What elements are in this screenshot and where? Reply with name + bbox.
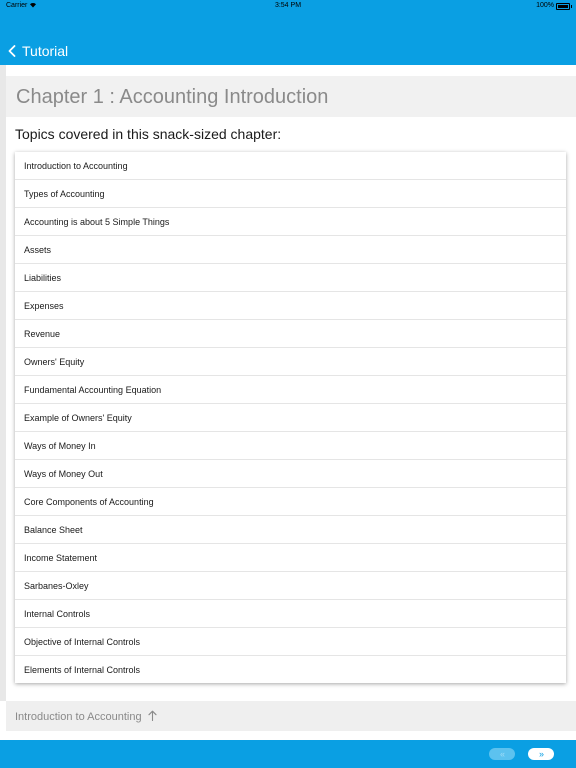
- topic-item-core-components[interactable]: Core Components of Accounting: [15, 488, 566, 516]
- next-topic-link[interactable]: [15, 710, 157, 724]
- topic-item-internal-controls[interactable]: Internal Controls: [15, 600, 566, 628]
- topic-item-types-of-accounting[interactable]: Types of Accounting: [15, 180, 566, 208]
- next-topic-label: Introduction to Accounting: [15, 711, 142, 723]
- topic-item-income-statement[interactable]: Income Statement: [15, 544, 566, 572]
- topic-item-introduction-to-accounting[interactable]: Introduction to Accounting: [15, 152, 566, 180]
- page-title: Chapter 1 : Accounting Introduction: [16, 86, 329, 108]
- topic-item-objective-of-internal-controls[interactable]: Objective of Internal Controls: [15, 628, 566, 656]
- topic-item-expenses[interactable]: Expenses: [15, 292, 566, 320]
- status-bar: [0, 0, 576, 13]
- topic-item-5-simple-things[interactable]: Accounting is about 5 Simple Things: [15, 208, 566, 236]
- back-button[interactable]: [8, 41, 68, 61]
- status-time: 3:54 PM: [274, 2, 302, 9]
- back-button-label: Tutorial: [22, 43, 69, 59]
- topic-item-elements-of-internal-controls[interactable]: Elements of Internal Controls: [24, 664, 141, 675]
- navigation-bar: [0, 13, 576, 65]
- topic-item-revenue[interactable]: Revenue: [15, 320, 566, 348]
- previous-page-button[interactable]: ‹‹: [489, 748, 515, 760]
- topics-intro-text: Topics covered in this snack-sized chapter:: [15, 126, 282, 142]
- battery-icon: [556, 3, 570, 10]
- topic-item-fundamental-accounting-equation[interactable]: Fundamental Accounting Equation: [15, 376, 566, 404]
- topic-item-assets[interactable]: Assets: [15, 236, 566, 264]
- topic-item-balance-sheet[interactable]: Balance Sheet: [15, 516, 566, 544]
- chevron-left-icon: [8, 45, 16, 57]
- topic-item-sarbanes-oxley[interactable]: Sarbanes-Oxley: [15, 572, 566, 600]
- left-margin-rule: [0, 65, 6, 701]
- bottom-toolbar: [0, 740, 576, 768]
- topic-item-owners-equity[interactable]: Owners' Equity: [15, 348, 566, 376]
- battery-percentage: 100%: [536, 2, 554, 9]
- arrow-up-icon: [142, 710, 157, 724]
- carrier-label: Carrier: [6, 2, 28, 9]
- topic-item-liabilities[interactable]: Liabilities: [15, 264, 566, 292]
- title-band: [6, 76, 576, 117]
- next-page-button[interactable]: ››: [528, 748, 554, 760]
- topic-item-ways-of-money-out[interactable]: Ways of Money Out: [15, 460, 566, 488]
- topic-item-ways-of-money-in[interactable]: Ways of Money In: [15, 432, 566, 460]
- footer-band: [6, 701, 576, 731]
- topic-item-example-of-owners-equity[interactable]: Example of Owners' Equity: [15, 404, 566, 432]
- topic-list: [15, 152, 566, 683]
